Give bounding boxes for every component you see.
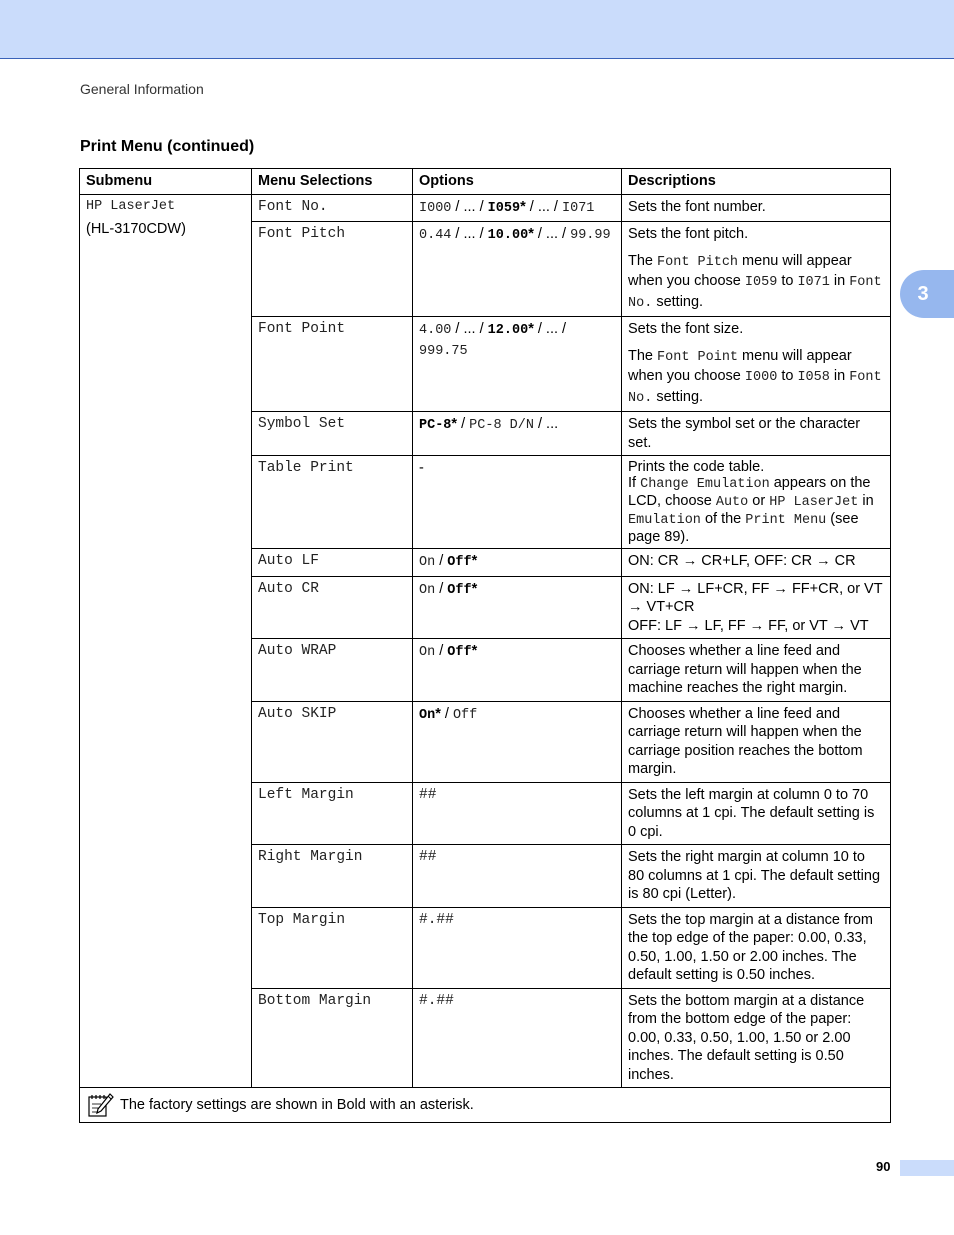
description-cell: Sets the font size. The Font Point menu will appear when you choose I000 to I058 in Font No. setting.: [622, 317, 891, 412]
options-cell: On* / Off: [413, 701, 622, 782]
submenu-cell: [80, 194, 252, 1088]
header-menu-selections: Menu Selections: [252, 169, 413, 195]
options-cell: 0.44 / ... / 10.00* / ... / 99.99: [413, 222, 622, 317]
note-text: The factory settings are shown in Bold with an asterisk.: [120, 1096, 474, 1113]
note-pencil-icon: [86, 1091, 114, 1119]
menu-selection: Table Print: [252, 456, 413, 549]
menu-selection: Auto CR: [252, 576, 413, 639]
menu-selection: Auto WRAP: [252, 639, 413, 702]
options-cell: -: [413, 456, 622, 549]
description-cell: Sets the right margin at column 10 to 80 columns at 1 cpi. The default setting is 80 cpi (Letter).: [622, 845, 891, 908]
description-cell: Sets the font pitch. The Font Pitch menu will appear when you choose I059 to I071 in Font No. setting.: [622, 222, 891, 317]
description-cell: ON: CR → CR+LF, OFF: CR → CR: [622, 549, 891, 577]
options-cell: #.##: [413, 988, 622, 1088]
table-row: [80, 194, 891, 222]
header-submenu: Submenu: [80, 169, 252, 195]
menu-selection: Bottom Margin: [252, 988, 413, 1088]
options-cell: #.##: [413, 907, 622, 988]
options-cell: On / Off*: [413, 576, 622, 639]
menu-selection: Auto SKIP: [252, 701, 413, 782]
submenu-model: (HL-3170CDW): [86, 221, 186, 237]
table-header-row: [80, 169, 891, 195]
menu-selection: Right Margin: [252, 845, 413, 908]
description-cell: ON: LF → LF+CR, FF → FF+CR, or VT → VT+CR OFF: LF → LF, FF → FF, or VT → VT: [622, 576, 891, 639]
description-cell: Chooses whether a line feed and carriage return will happen when the machine reaches the right margin.: [622, 639, 891, 702]
description-cell: Chooses whether a line feed and carriage return will happen when the carriage position reaches the bottom margin.: [622, 701, 891, 782]
menu-selection: Auto LF: [252, 549, 413, 577]
print-menu-table: [79, 168, 891, 1123]
options-cell: 4.00 / ... / 12.00* / ... / 999.75: [413, 317, 622, 412]
options-cell: PC-8* / PC-8 D/N / ...: [413, 412, 622, 456]
description-cell: Sets the symbol set or the character set.: [622, 412, 891, 456]
menu-selection: Font Point: [252, 317, 413, 412]
options-cell: ##: [413, 782, 622, 845]
description-cell: Sets the bottom margin at a distance from the bottom edge of the paper: 0.00, 0.33, 0.50, 1.00, 1.50 or 2.00 inches. The default setting is 0.50 inches.: [622, 988, 891, 1088]
note-cell: [80, 1088, 891, 1123]
header-options: Options: [413, 169, 622, 195]
submenu-name: HP LaserJet: [86, 198, 176, 214]
page-number: 90: [876, 1159, 891, 1174]
options-cell: ##: [413, 845, 622, 908]
menu-selection: Symbol Set: [252, 412, 413, 456]
note-row: [80, 1088, 891, 1123]
options-cell: On / Off*: [413, 549, 622, 577]
options-cell: I000 / ... / I059* / ... / I071: [413, 194, 622, 222]
description-cell: Sets the left margin at column 0 to 70 columns at 1 cpi. The default setting is 0 cpi.: [622, 782, 891, 845]
menu-selection: Font Pitch: [252, 222, 413, 317]
section-title: Print Menu (continued): [80, 138, 255, 155]
options-cell: On / Off*: [413, 639, 622, 702]
page-number-bar: [900, 1160, 954, 1176]
header-bar: [0, 0, 954, 59]
menu-selection: Left Margin: [252, 782, 413, 845]
breadcrumb: General Information: [80, 81, 204, 97]
description-cell: Sets the top margin at a distance from the top edge of the paper: 0.00, 0.33, 0.50, 1.00, 1.50 or 2.00 inches. The default setting is 0.50 inches.: [622, 907, 891, 988]
header-descriptions: Descriptions: [622, 169, 891, 195]
menu-selection: Font No.: [252, 194, 413, 222]
description-cell: Prints the code table. If Change Emulation appears on the LCD, choose Auto or HP LaserJet in Emulation of the Print Menu (see page 89).: [622, 456, 891, 549]
chapter-tab: 3: [900, 270, 954, 318]
description-cell: Sets the font number.: [622, 194, 891, 222]
menu-selection: Top Margin: [252, 907, 413, 988]
